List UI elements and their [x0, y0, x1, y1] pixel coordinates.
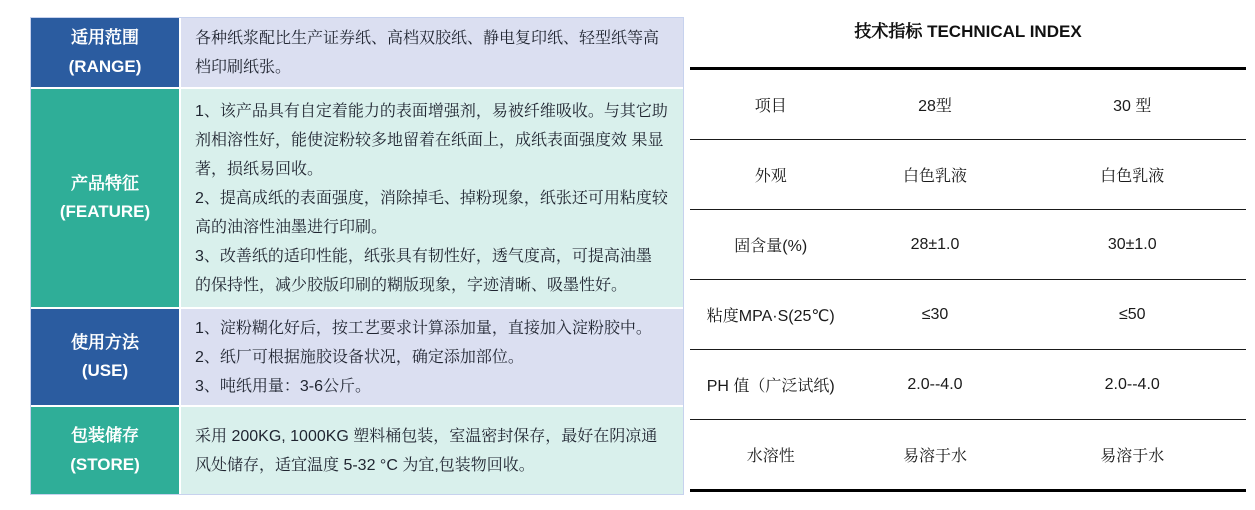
table-row: [690, 280, 1246, 350]
tech-cell: ≤30: [851, 280, 1018, 350]
tech-header-item: 项目: [690, 69, 851, 140]
technical-index-panel: [690, 20, 1246, 492]
tech-cell: 30±1.0: [1018, 210, 1246, 280]
technical-index-table: [690, 67, 1246, 492]
spec-label-feature: [31, 89, 179, 307]
table-row: [690, 210, 1246, 280]
tech-cell: 水溶性: [746, 448, 795, 465]
spec-label-store: [31, 407, 179, 494]
tech-cell: 2.0--4.0: [851, 350, 1018, 420]
spec-paragraph: 3、吨纸用量：3-6公斤。: [195, 377, 372, 395]
product-spec-table: [30, 17, 684, 495]
spec-content-use: [181, 309, 683, 405]
tech-cell: 外观: [690, 140, 851, 210]
spec-content-range: [181, 18, 683, 87]
tech-cell: 固含量(%): [690, 210, 851, 280]
tech-cell: PH 值（广泛试纸): [690, 350, 851, 420]
tech-cell: 粘度MPA·S(25℃): [690, 280, 851, 350]
spec-paragraph: 1、该产品具有自定着能力的表面增强剂，易被纤维吸收。与其它助剂相溶性好，能使淀粉较多地留着在纸面上，成纸表面强度效 果显著，损纸易回收。: [195, 102, 668, 178]
spec-label-use: [31, 309, 179, 405]
spec-paragraph: 各种纸浆配比生产证券纸、高档双胶纸、静电复印纸、轻型纸等高档印刷纸张。: [195, 29, 660, 76]
spec-label-store-en: (STORE): [70, 454, 140, 474]
table-row: [690, 140, 1246, 210]
spec-label-feature-en: (FEATURE): [59, 202, 151, 221]
spec-label-use-en: (USE): [81, 361, 129, 380]
spec-label-range-zh: 适用范围: [71, 28, 139, 48]
spec-paragraph: 2、提高成纸的表面强度，消除掉毛、掉粉现象，纸张还可用粘度较高的油溶性油墨进行印刷。: [195, 189, 668, 236]
tech-cell: ≤50: [1018, 280, 1246, 350]
technical-index-title: 技术指标 TECHNICAL INDEX: [854, 22, 1082, 41]
tech-cell: 易溶于水: [1100, 448, 1165, 465]
spec-paragraph: 2、纸厂可根据施胶设备状况，确定添加部位。: [195, 348, 524, 366]
spec-content-feature: [181, 89, 683, 307]
spec-label-use-zh: 使用方法: [71, 332, 139, 352]
spec-label-feature-zh: 产品特征: [71, 173, 139, 193]
tech-header-type28: 28型: [851, 69, 1018, 140]
spec-paragraph: 3、改善纸的适印性能，纸张具有韧性好，透气度高，可提高油墨 的保持性，减少胶版印刷的糊版现象，字迹清晰、吸墨性好。: [195, 247, 652, 294]
tech-cell: 白色乳液: [1018, 140, 1246, 210]
spec-label-store-zh: 包装储存: [71, 426, 139, 446]
table-row: [690, 420, 1246, 491]
spec-paragraph: 采用 200KG, 1000KG 塑料桶包装，室温密封保存，最好在阴凉通风处储存，适宜温度 5-32 °C 为宜,包装物回收。: [195, 427, 658, 474]
tech-cell: 2.0--4.0: [1018, 350, 1246, 420]
tech-header-type30: 30 型: [1018, 69, 1246, 140]
table-row: [690, 350, 1246, 420]
tech-cell: 28±1.0: [851, 210, 1018, 280]
spec-label-range: [31, 18, 179, 87]
spec-content-store: [181, 407, 683, 494]
spec-label-range-en: (RANGE): [68, 56, 142, 76]
tech-cell: 易溶于水: [902, 448, 967, 465]
tech-cell: 白色乳液: [851, 140, 1018, 210]
spec-paragraph: 1、淀粉糊化好后，按工艺要求计算添加量，直接加入淀粉胶中。: [195, 319, 652, 337]
tech-header-row: [690, 69, 1246, 140]
